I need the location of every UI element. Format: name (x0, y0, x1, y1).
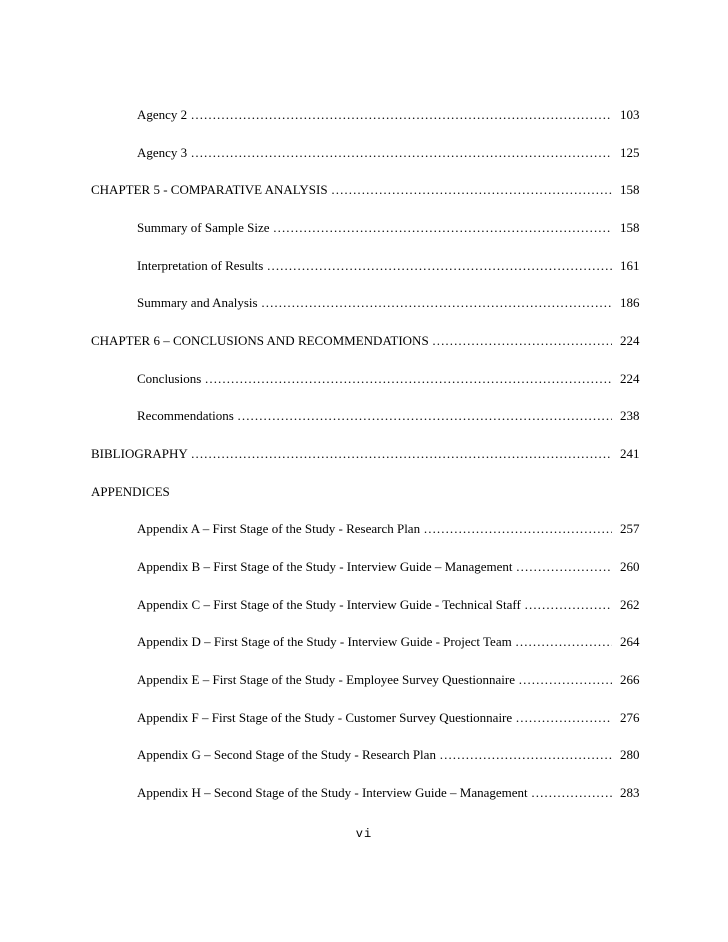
toc-entry-page: 280 (620, 747, 640, 762)
toc-entry-label: BIBLIOGRAPHY …………………………………………………………………………………………………………………………………………………………………………………………………… (91, 444, 612, 464)
toc-entry-page: 103 (620, 107, 640, 122)
toc-entry-appendices (91, 482, 612, 502)
toc-entry-label: Conclusions …………………………………………………………………………………………………………………………………………………………………………………………………… (137, 369, 612, 389)
toc-entry-appendix-f (137, 708, 640, 728)
toc-entry-label: CHAPTER 5 - COMPARATIVE ANALYSIS …………………………………………………………………………………………………………………………………………………………………………………………………… (91, 180, 612, 200)
toc-entry-label: Appendix F – First Stage of the Study - Customer Survey Questionnaire …………………………………………………………………………………………………………………………………………………………………………………………………… (137, 708, 612, 728)
toc-entry-chapter-6 (91, 331, 640, 351)
toc-entry-page: 266 (620, 672, 640, 687)
toc-entry-label: Appendix D – First Stage of the Study - Interview Guide - Project Team …………………………………………………………………………………………………………………………………………………………………………………………………… (137, 632, 612, 652)
toc-entry-page: 224 (620, 333, 640, 348)
toc-entry-label: Agency 3 …………………………………………………………………………………………………………………………………………………………………………………………………… (137, 143, 612, 163)
toc-entry-label: Interpretation of Results …………………………………………………………………………………………………………………………………………………………………………………………………… (137, 256, 612, 276)
toc-entry-label: CHAPTER 6 – CONCLUSIONS AND RECOMMENDATIONS …………………………………………………………………………………………………………………………………………………………………………………………………… (91, 331, 612, 351)
toc-entry-label: Appendix C – First Stage of the Study - Interview Guide - Technical Staff …………………………………………………………………………………………………………………………………………………………………………………………………… (137, 595, 612, 615)
toc-entry-appendix-a (137, 519, 640, 539)
toc-entry-label: Appendix E – First Stage of the Study - Employee Survey Questionnaire …………………………………………………………………………………………………………………………………………………………………………………………………… (137, 670, 612, 690)
toc-entry-summary-analysis (137, 293, 640, 313)
toc-entry-page: 241 (620, 446, 640, 461)
toc-entry-label: Appendix A – First Stage of the Study - Research Plan …………………………………………………………………………………………………………………………………………………………………………………………………… (137, 519, 612, 539)
toc-entry-page: 283 (620, 785, 640, 800)
toc-entry-agency-2 (137, 105, 640, 125)
page-number: vi (355, 827, 373, 841)
toc-entry-page: 262 (620, 597, 640, 612)
toc-entry-label: Summary of Sample Size …………………………………………………………………………………………………………………………………………………………………………………………………… (137, 218, 612, 238)
toc-entry-appendix-g (137, 745, 640, 765)
toc-entry-label: Appendix H – Second Stage of the Study - Interview Guide – Management …………………………………………………………………………………………………………………………………………………………………………………………………… (137, 783, 612, 803)
toc-entry-appendix-h (137, 783, 640, 803)
toc-entry-page: 276 (620, 710, 640, 725)
toc-entry-page: 264 (620, 634, 640, 649)
toc-entry-page: 125 (620, 145, 640, 160)
toc-entry-page: 257 (620, 521, 640, 536)
toc-entry-label: APPENDICES (91, 484, 170, 499)
toc-entry-page: 186 (620, 295, 640, 310)
toc-entry-page: 260 (620, 559, 640, 574)
toc-entry-recommendations (137, 406, 640, 426)
toc-entry-page: 158 (620, 182, 640, 197)
toc-entry-conclusions (137, 369, 640, 389)
toc-entry-summary-sample-size (137, 218, 640, 238)
toc-entry-chapter-5 (91, 180, 640, 200)
toc-entry-page: 224 (620, 371, 640, 386)
toc-entry-appendix-d (137, 632, 640, 652)
toc-entry-page: 238 (620, 408, 640, 423)
toc-entry-agency-3 (137, 143, 640, 163)
toc-entry-page: 161 (620, 258, 640, 273)
toc-entry-label: Appendix G – Second Stage of the Study - Research Plan …………………………………………………………………………………………………………………………………………………………………………………………………… (137, 745, 612, 765)
toc-entry-page: 158 (620, 220, 640, 235)
toc-entry-appendix-e (137, 670, 640, 690)
toc-entry-bibliography (91, 444, 640, 464)
toc-entry-label: Appendix B – First Stage of the Study - Interview Guide – Management …………………………………………………………………………………………………………………………………………………………………………………………………… (137, 557, 612, 577)
toc-entry-appendix-b (137, 557, 640, 577)
toc-entry-interpretation-results (137, 256, 640, 276)
toc-entry-appendix-c (137, 595, 640, 615)
toc-entry-label: Recommendations …………………………………………………………………………………………………………………………………………………………………………………………………… (137, 406, 612, 426)
toc-entry-label: Agency 2 …………………………………………………………………………………………………………………………………………………………………………………………………… (137, 105, 612, 125)
toc-entry-label: Summary and Analysis …………………………………………………………………………………………………………………………………………………………………………………………………… (137, 293, 612, 313)
